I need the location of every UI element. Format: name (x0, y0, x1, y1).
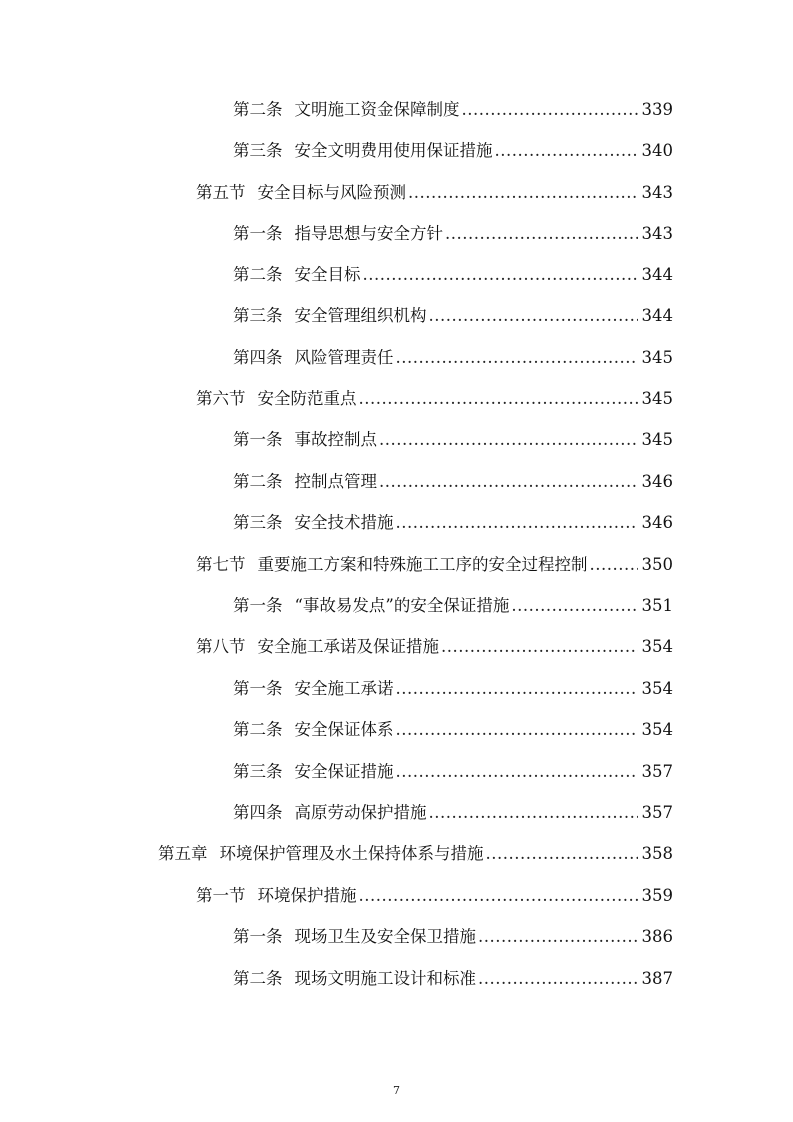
toc-entry-title: 安全目标与风险预测 (257, 183, 406, 202)
toc-entry (158, 841, 673, 867)
toc-entry-title: 安全技术措施 (294, 513, 394, 532)
toc-entry-number: 第二条 (233, 720, 283, 739)
page-number: 7 (393, 1084, 400, 1097)
dot-leader (379, 469, 638, 495)
toc-entry-title: “事故易发点”的安全保证措施 (294, 596, 510, 615)
toc-entry-title: 环境保护管理及水土保持体系与措施 (219, 844, 484, 863)
toc-entry-number: 第一条 (233, 224, 283, 243)
toc-entry-number: 第二条 (233, 472, 283, 491)
toc-entry-page: 357 (641, 762, 673, 781)
toc-entry (196, 552, 673, 578)
dot-leader (478, 966, 638, 992)
toc-entry (233, 510, 673, 536)
dot-leader (359, 883, 638, 909)
dot-leader (429, 303, 638, 329)
toc-entry (233, 966, 673, 992)
toc-entry-page: 339 (641, 100, 673, 119)
toc-entry-page: 346 (641, 513, 673, 532)
toc-entry (196, 883, 673, 909)
toc-entry (233, 676, 673, 702)
toc-entry-title: 安全文明费用使用保证措施 (294, 141, 493, 160)
toc-entry-number: 第三条 (233, 762, 283, 781)
toc-entry-page: 343 (641, 183, 673, 202)
toc-entry-number: 第三条 (233, 141, 283, 160)
dot-leader (396, 345, 638, 371)
toc-entry-page: 354 (641, 637, 673, 656)
toc-entry (233, 345, 673, 371)
toc-entry-page: 357 (641, 803, 673, 822)
toc-entry-page: 350 (641, 555, 673, 574)
dot-leader (486, 841, 638, 867)
toc-entry-title: 安全防范重点 (257, 389, 357, 408)
toc-entry-number: 第二条 (233, 265, 283, 284)
toc-entry (233, 303, 673, 329)
toc-entry-page: 351 (641, 596, 673, 615)
toc-entry-title: 事故控制点 (294, 430, 377, 449)
toc-entry-number: 第二条 (233, 100, 283, 119)
toc-entry-page: 343 (641, 224, 673, 243)
toc-entry-page: 386 (641, 927, 673, 946)
toc-entry (233, 924, 673, 950)
toc-entry-number: 第一条 (233, 430, 283, 449)
toc-entry (233, 262, 673, 288)
toc-entry (196, 386, 673, 412)
toc-entry-number: 第一节 (196, 886, 246, 905)
dot-leader (590, 552, 638, 578)
dot-leader (359, 386, 638, 412)
toc-entry-title: 安全目标 (294, 265, 361, 284)
dot-leader (379, 427, 638, 453)
toc-entry-page: 359 (641, 886, 673, 905)
toc-entry (233, 717, 673, 743)
toc-entry-title: 控制点管理 (294, 472, 377, 491)
dot-leader (511, 593, 637, 619)
toc-entry-title: 安全施工承诺及保证措施 (257, 637, 439, 656)
dot-leader (408, 180, 638, 206)
toc-entry-number: 第一条 (233, 596, 283, 615)
toc-entry (233, 593, 673, 619)
dot-leader (478, 924, 638, 950)
toc-entry-number: 第五章 (158, 844, 208, 863)
toc-entry-number: 第二条 (233, 969, 283, 988)
toc-entry-page: 387 (641, 969, 673, 988)
dot-leader (441, 634, 638, 660)
toc-entry-title: 风险管理责任 (294, 348, 394, 367)
toc-entry (196, 180, 673, 206)
toc-entry-title: 高原劳动保护措施 (294, 803, 427, 822)
toc-entry-title: 安全施工承诺 (294, 679, 394, 698)
toc-entry-title: 现场卫生及安全保卫措施 (294, 927, 476, 946)
dot-leader (445, 221, 638, 247)
toc-entry-number: 第五节 (196, 183, 246, 202)
toc-entry-number: 第七节 (196, 555, 246, 574)
dot-leader (495, 138, 638, 164)
toc-entry-page: 345 (641, 348, 673, 367)
toc-entry-page: 346 (641, 472, 673, 491)
toc-entry-title: 安全管理组织机构 (294, 306, 427, 325)
dot-leader (396, 510, 638, 536)
dot-leader (396, 717, 638, 743)
toc-entry-page: 344 (641, 265, 673, 284)
toc-entry-number: 第一条 (233, 679, 283, 698)
toc-entry-title: 环境保护措施 (257, 886, 357, 905)
toc-entry (233, 138, 673, 164)
toc-entry-page: 354 (641, 720, 673, 739)
toc-entry-title: 指导思想与安全方针 (294, 224, 443, 243)
toc-entry-title: 重要施工方案和特殊施工工序的安全过程控制 (257, 555, 588, 574)
toc-entry (233, 469, 673, 495)
dot-leader (396, 676, 638, 702)
toc-entry-number: 第六节 (196, 389, 246, 408)
toc-entry-number: 第三条 (233, 513, 283, 532)
dot-leader (429, 800, 638, 826)
toc-entry-title: 现场文明施工设计和标准 (294, 969, 476, 988)
toc-entry-title: 文明施工资金保障制度 (294, 100, 460, 119)
toc-entry-title: 安全保证体系 (294, 720, 394, 739)
toc-entry-page: 344 (641, 306, 673, 325)
dot-leader (462, 97, 638, 123)
toc-entry-page: 345 (641, 389, 673, 408)
toc-entry (196, 634, 673, 660)
toc-entry-page: 345 (641, 430, 673, 449)
toc-entry (233, 97, 673, 123)
toc-entry-number: 第三条 (233, 306, 283, 325)
toc-entry-number: 第四条 (233, 348, 283, 367)
toc-entry-page: 354 (641, 679, 673, 698)
toc-entry-number: 第一条 (233, 927, 283, 946)
dot-leader (363, 262, 638, 288)
toc-entry-page: 340 (641, 141, 673, 160)
toc-entry (233, 800, 673, 826)
toc-entry-number: 第四条 (233, 803, 283, 822)
toc-entry-title: 安全保证措施 (294, 762, 394, 781)
toc-entry (233, 427, 673, 453)
toc-entry-page: 358 (641, 844, 673, 863)
dot-leader (396, 759, 638, 785)
toc-entry (233, 759, 673, 785)
toc-entry (233, 221, 673, 247)
toc-entry-number: 第八节 (196, 637, 246, 656)
